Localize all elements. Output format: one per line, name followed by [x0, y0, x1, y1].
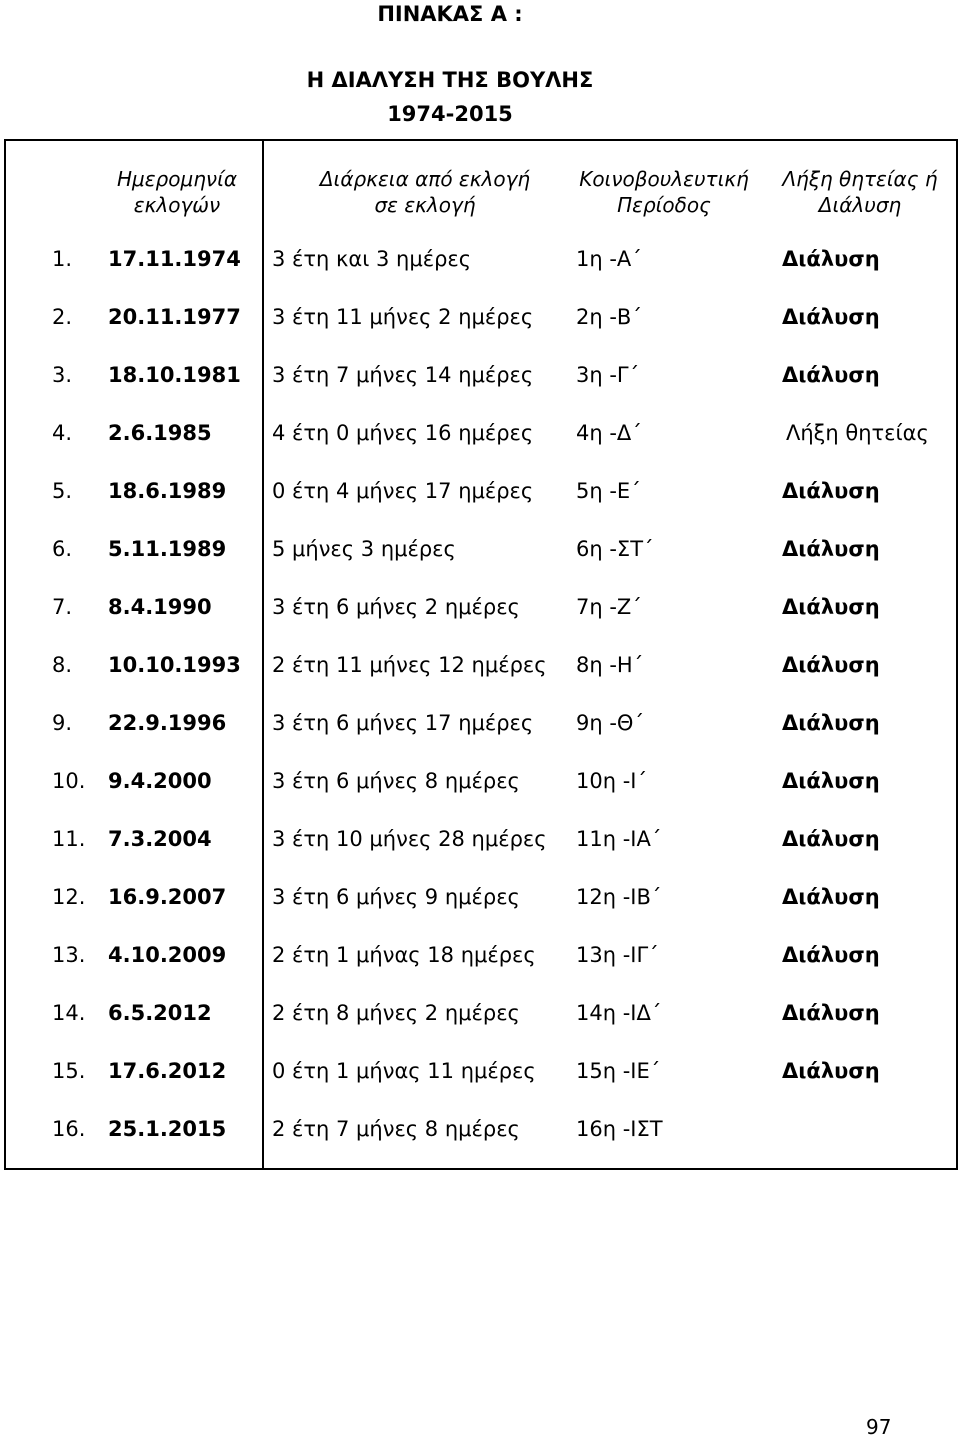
row-duration: 2 έτη 11 μήνες 12 ημέρες — [272, 653, 547, 677]
row-election-date: 7.3.2004 — [108, 827, 212, 851]
row-term-end: Διάλυση — [782, 711, 880, 735]
row-number: 2. — [52, 305, 73, 329]
row-election-date: 17.11.1974 — [108, 247, 241, 271]
document-period: 1974-2015 — [387, 102, 513, 126]
row-duration: 3 έτη 6 μήνες 8 ημέρες — [272, 769, 520, 793]
row-term-end: Διάλυση — [782, 1001, 880, 1025]
row-period: 1η -Α΄ — [576, 247, 642, 271]
row-duration: 0 έτη 1 μήνας 11 ημέρες — [272, 1059, 536, 1083]
row-period: 4η -Δ΄ — [576, 421, 642, 445]
row-number: 14. — [52, 1001, 86, 1025]
row-term-end: Διάλυση — [782, 363, 880, 387]
header-parliamentary-period: Κοινοβουλευτική Περίοδος — [579, 167, 749, 217]
row-election-date: 8.4.1990 — [108, 595, 212, 619]
row-period: 8η -Η΄ — [576, 653, 644, 677]
row-period: 5η -Ε΄ — [576, 479, 641, 503]
row-number: 11. — [52, 827, 86, 851]
row-duration: 3 έτη 10 μήνες 28 ημέρες — [272, 827, 547, 851]
row-term-end: Διάλυση — [782, 769, 880, 793]
row-election-date: 16.9.2007 — [108, 885, 227, 909]
row-number: 6. — [52, 537, 73, 561]
row-election-date: 4.10.2009 — [108, 943, 227, 967]
row-number: 3. — [52, 363, 73, 387]
row-election-date: 17.6.2012 — [108, 1059, 227, 1083]
row-number: 7. — [52, 595, 73, 619]
row-number: 9. — [52, 711, 73, 735]
row-period: 10η -Ι΄ — [576, 769, 647, 793]
row-period: 13η -ΙΓ΄ — [576, 943, 659, 967]
row-duration: 3 έτη 7 μήνες 14 ημέρες — [272, 363, 534, 387]
row-term-end: Διάλυση — [782, 247, 880, 271]
row-number: 4. — [52, 421, 73, 445]
row-period: 16η -ΙΣΤ — [576, 1117, 663, 1141]
document-subtitle: Η ΔΙΑΛΥΣΗ ΤΗΣ ΒΟΥΛΗΣ — [306, 68, 594, 92]
row-term-end: Διάλυση — [782, 305, 880, 329]
row-duration: 0 έτη 4 μήνες 17 ημέρες — [272, 479, 534, 503]
row-term-end: Διάλυση — [782, 943, 880, 967]
row-duration: 3 έτη 6 μήνες 2 ημέρες — [272, 595, 520, 619]
row-election-date: 10.10.1993 — [108, 653, 241, 677]
row-period: 7η -Ζ΄ — [576, 595, 642, 619]
row-number: 5. — [52, 479, 73, 503]
row-period: 12η -ΙΒ΄ — [576, 885, 662, 909]
row-duration: 4 έτη 0 μήνες 16 ημέρες — [272, 421, 534, 445]
row-period: 2η -Β΄ — [576, 305, 642, 329]
row-election-date: 5.11.1989 — [108, 537, 227, 561]
row-period: 3η -Γ΄ — [576, 363, 640, 387]
header-election-date: Ημερομηνία εκλογών — [116, 167, 238, 217]
row-duration: 3 έτη 11 μήνες 2 ημέρες — [272, 305, 534, 329]
row-number: 13. — [52, 943, 86, 967]
document-title: ΠΙΝΑΚΑΣ Α : — [377, 2, 523, 26]
page-number: 97 — [866, 1415, 892, 1439]
row-number: 12. — [52, 885, 86, 909]
row-election-date: 6.5.2012 — [108, 1001, 212, 1025]
row-number: 10. — [52, 769, 86, 793]
row-election-date: 9.4.2000 — [108, 769, 212, 793]
table-column-divider — [262, 139, 264, 1170]
row-period: 6η -ΣΤ΄ — [576, 537, 654, 561]
row-duration: 3 έτη και 3 ημέρες — [272, 247, 472, 271]
row-election-date: 25.1.2015 — [108, 1117, 227, 1141]
row-period: 15η -ΙΕ΄ — [576, 1059, 661, 1083]
row-election-date: 2.6.1985 — [108, 421, 212, 445]
header-term-end: Λήξη θητείας ή Διάλυση — [782, 167, 938, 217]
row-period: 9η -Θ΄ — [576, 711, 644, 735]
row-number: 16. — [52, 1117, 86, 1141]
row-number: 8. — [52, 653, 73, 677]
row-number: 15. — [52, 1059, 86, 1083]
row-term-end: Διάλυση — [782, 827, 880, 851]
row-term-end: Διάλυση — [782, 537, 880, 561]
row-term-end: Διάλυση — [782, 1059, 880, 1083]
row-term-end: Λήξη θητείας — [786, 421, 929, 445]
row-term-end: Διάλυση — [782, 595, 880, 619]
row-duration: 2 έτη 7 μήνες 8 ημέρες — [272, 1117, 520, 1141]
row-term-end: Διάλυση — [782, 479, 880, 503]
row-election-date: 22.9.1996 — [108, 711, 227, 735]
row-election-date: 18.6.1989 — [108, 479, 227, 503]
row-duration: 2 έτη 1 μήνας 18 ημέρες — [272, 943, 536, 967]
row-term-end: Διάλυση — [782, 653, 880, 677]
row-number: 1. — [52, 247, 73, 271]
row-duration: 3 έτη 6 μήνες 17 ημέρες — [272, 711, 534, 735]
row-period: 11η -ΙΑ΄ — [576, 827, 662, 851]
row-duration: 2 έτη 8 μήνες 2 ημέρες — [272, 1001, 520, 1025]
row-term-end: Διάλυση — [782, 885, 880, 909]
row-duration: 3 έτη 6 μήνες 9 ημέρες — [272, 885, 520, 909]
row-election-date: 20.11.1977 — [108, 305, 241, 329]
row-duration: 5 μήνες 3 ημέρες — [272, 537, 456, 561]
row-election-date: 18.10.1981 — [108, 363, 241, 387]
row-period: 14η -ΙΔ΄ — [576, 1001, 662, 1025]
header-duration: Διάρκεια από εκλογή σε εκλογή — [319, 167, 531, 217]
